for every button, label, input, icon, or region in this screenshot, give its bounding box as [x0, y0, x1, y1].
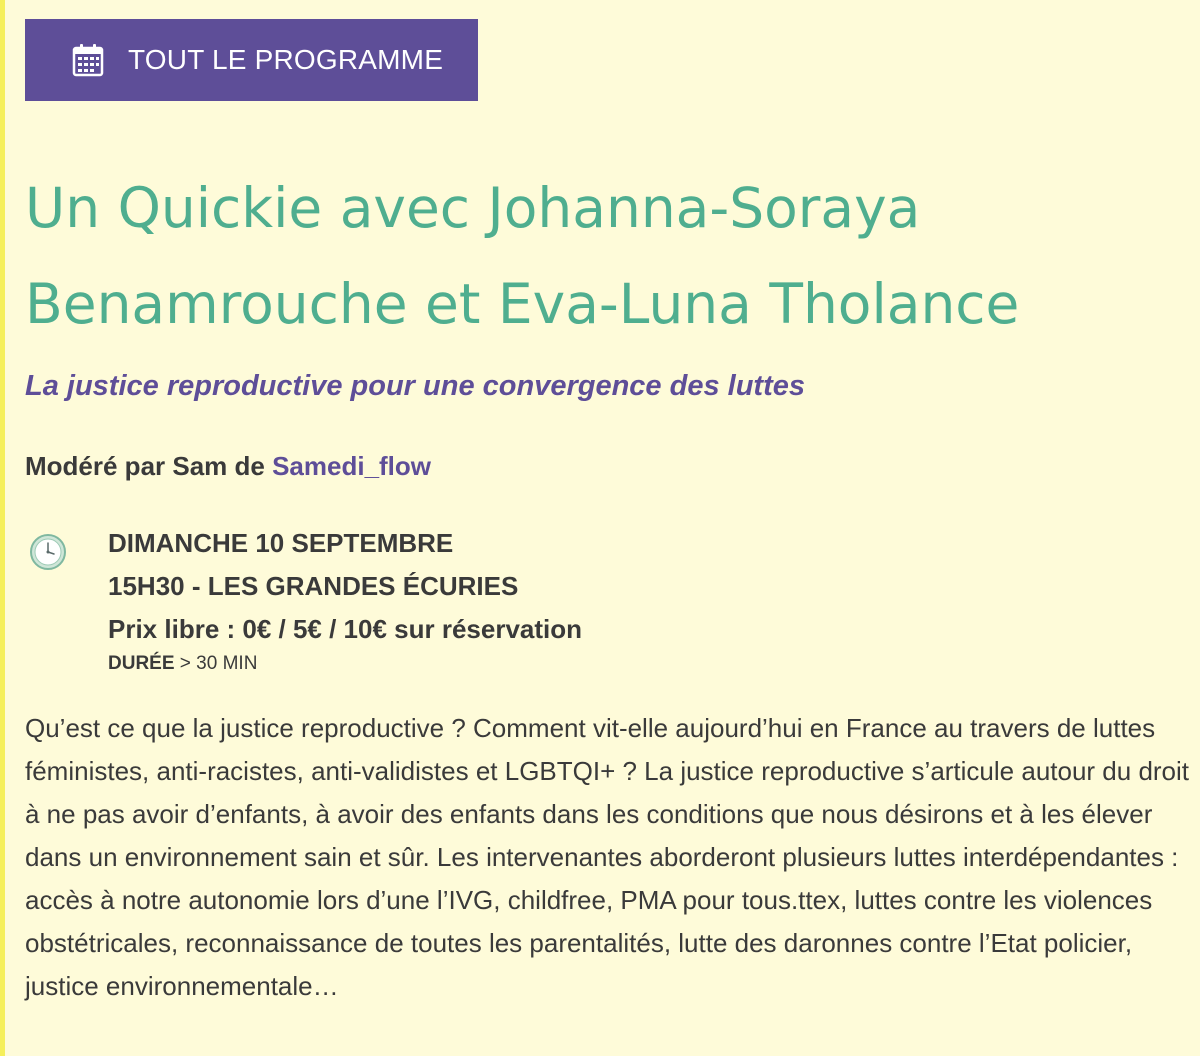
left-accent-strip [0, 0, 5, 1056]
event-description: Qu’est ce que la justice reproductive ? Comment vit-elle aujourd’hui en France au travers de luttes féministes, anti-racistes, anti-validistes et LGBTQI+ ? La justice reproductive s’articule autour du droit à ne pas avoir d’enfants, à avoir des enfants dans les conditions que nous désirons et à les élever dans un environnement sain et sûr. Les intervenantes aborderont plusieurs luttes interdépendantes : accès à notre autonomie lors d’une l’IVG, childfree, PMA pour tous.ttex, luttes contre les violences obstétricales, reconnaissance de toutes les parentalités, lutte des daronnes contre l’Etat policier, justice environnementale… [25, 713, 1190, 1001]
duration-value: > 30 MIN [174, 653, 258, 674]
moderator-org-link[interactable]: Samedi_flow [272, 451, 432, 481]
full-program-label: TOUT LE PROGRAMME [128, 44, 444, 75]
calendar-icon [72, 43, 104, 77]
duration-label: DURÉE [108, 653, 175, 674]
event-duration [108, 651, 582, 677]
event-price: Prix libre : 0€ / 5€ / 10€ sur réservation [108, 614, 583, 644]
full-program-button[interactable] [25, 19, 478, 101]
event-date: DIMANCHE 10 SEPTEMBRE [108, 528, 454, 558]
event-subtitle: La justice reproductive pour une convergence des luttes [25, 370, 805, 402]
event-title: Un Quickie avec Johanna-Soraya Benamrouche et Eva-Luna Tholance [25, 176, 1020, 336]
moderator-line [25, 451, 431, 482]
moderator-prefix: Modéré par Sam de [25, 451, 273, 481]
event-time-location: 15H30 - LES GRANDES ÉCURIES [108, 571, 519, 601]
event-details [108, 522, 582, 677]
clock-icon [29, 533, 67, 571]
